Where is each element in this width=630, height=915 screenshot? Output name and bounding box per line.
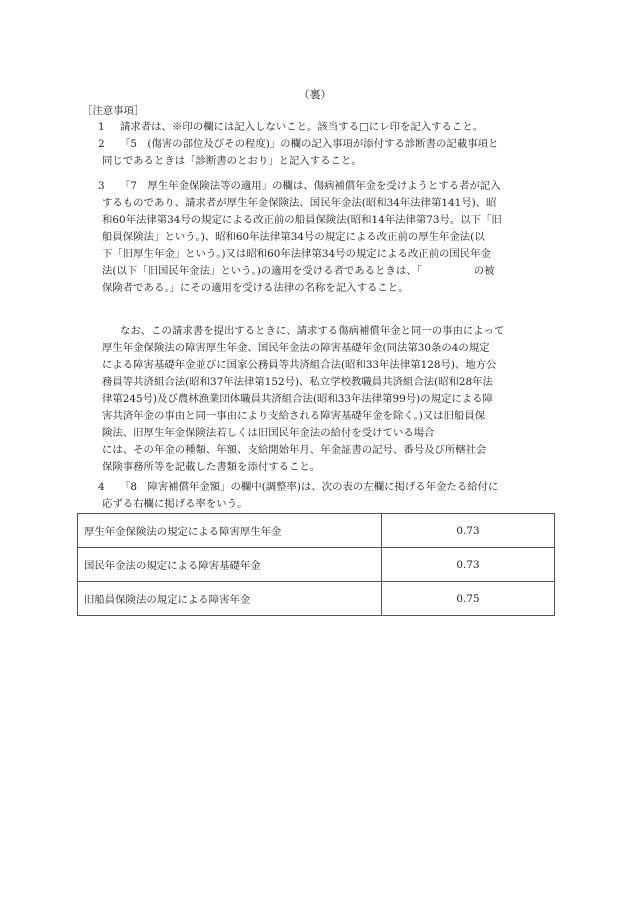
note-line: による障害基礎年金並びに国家公務員等共済組合法(昭和33年法律第128号)、地方公 <box>102 359 497 371</box>
note-item-1 <box>82 119 562 136</box>
table-row <box>78 514 555 548</box>
note-item-4 <box>82 479 562 513</box>
note-line: なお、この請求書を提出するときに、請求する傷病補償年金と同一の事由によって <box>120 325 505 337</box>
note-line: 害共済年金の事由と同一事由により支給される障害基礎年金を除く。)又は旧船員保 <box>102 410 486 422</box>
note-number: 4 <box>98 481 105 493</box>
note-line: 同じであるときは「診断書のとおり」と記入すること。 <box>102 155 362 167</box>
note-line: 「8 障害補償年金額」の欄中(調整率)は、次の表の左欄に掲げる年金たる給付に <box>120 481 499 493</box>
note-number: 3 <box>98 180 105 192</box>
page-title: （裏） <box>298 88 332 101</box>
note-line: 険法、旧厚生年金保険法若しくは旧国民年金法の給付を受けている場合 <box>102 427 435 439</box>
note-line: 務員等共済組合法(昭和37年法律第152号)、私立学校教職員共済組合法(昭和28年法 <box>102 376 493 388</box>
rate-cell: 0.75 <box>382 582 555 616</box>
pension-type-cell: 厚生年金保険法の規定による障害厚生年金 <box>78 514 382 548</box>
rate-cell: 0.73 <box>382 514 555 548</box>
pension-type-cell: 旧船員保険法の規定による障害年金 <box>78 582 382 616</box>
note-item-2 <box>82 136 562 170</box>
note-line: 「7 厚生年金保険法等の適用」の欄は、傷病補償年金を受けようとする者が記入 <box>120 180 501 192</box>
note-line: 船員保険法」という。)、昭和60年法律第34号の規定による改正前の厚生年金法(以 <box>102 231 485 243</box>
note-line: 「5 (傷害の部位及びその程度)」の欄の記入事項が添付する診断書の記載事項と <box>120 138 499 150</box>
note-line: 応ずる右欄に掲げる率をいう。 <box>102 498 248 510</box>
note-line: 保険者である。」にその適用を受ける法律の名称を記入すること。 <box>102 282 409 294</box>
note-paragraph-supplement <box>82 323 562 476</box>
rate-table <box>77 513 555 616</box>
note-line: するものであり、請求者が厚生年金保険法、国民年金法(昭和34年法律第141号)、昭 <box>102 197 497 209</box>
table-row <box>78 582 555 616</box>
note-line: 律第245号)及び農林漁業団体職員共済組合法(昭和33年法律第99号)の規定による障 <box>102 393 493 405</box>
table-row <box>78 548 555 582</box>
pension-type-cell: 国民年金法の規定による障害基礎年金 <box>78 548 382 582</box>
note-number: 1 <box>98 121 105 133</box>
note-line: 法(以下「旧国民年金法」という。)の適用を受ける者であるときは、「 の被 <box>102 265 495 277</box>
notes-heading: ［注意事項］ <box>82 105 145 117</box>
note-line: 保険事務所等を記載した書類を添付すること。 <box>102 461 321 473</box>
note-number: 2 <box>98 138 105 150</box>
note-line: 厚生年金保険法の障害厚生年金、国民年金法の障害基礎年金(同法第30条の4の規定 <box>102 342 490 354</box>
note-line: 請求者は、※印の欄には記入しないこと。該当する□にレ印を記入すること。 <box>120 121 484 133</box>
note-line: 和60年法律第34号の規定による改正前の船員保険法(昭和14年法律第73号。以下「旧 <box>102 214 502 226</box>
note-line: には、その年金の種類、年額、支給開始年月、年金証書の記号、番号及び所轄社会 <box>102 444 487 456</box>
rate-cell: 0.73 <box>382 548 555 582</box>
note-item-3 <box>82 178 562 297</box>
note-line: 下「旧厚生年金」という。)又は昭和60年法律第34号の規定による改正前の国民年金 <box>102 248 491 260</box>
